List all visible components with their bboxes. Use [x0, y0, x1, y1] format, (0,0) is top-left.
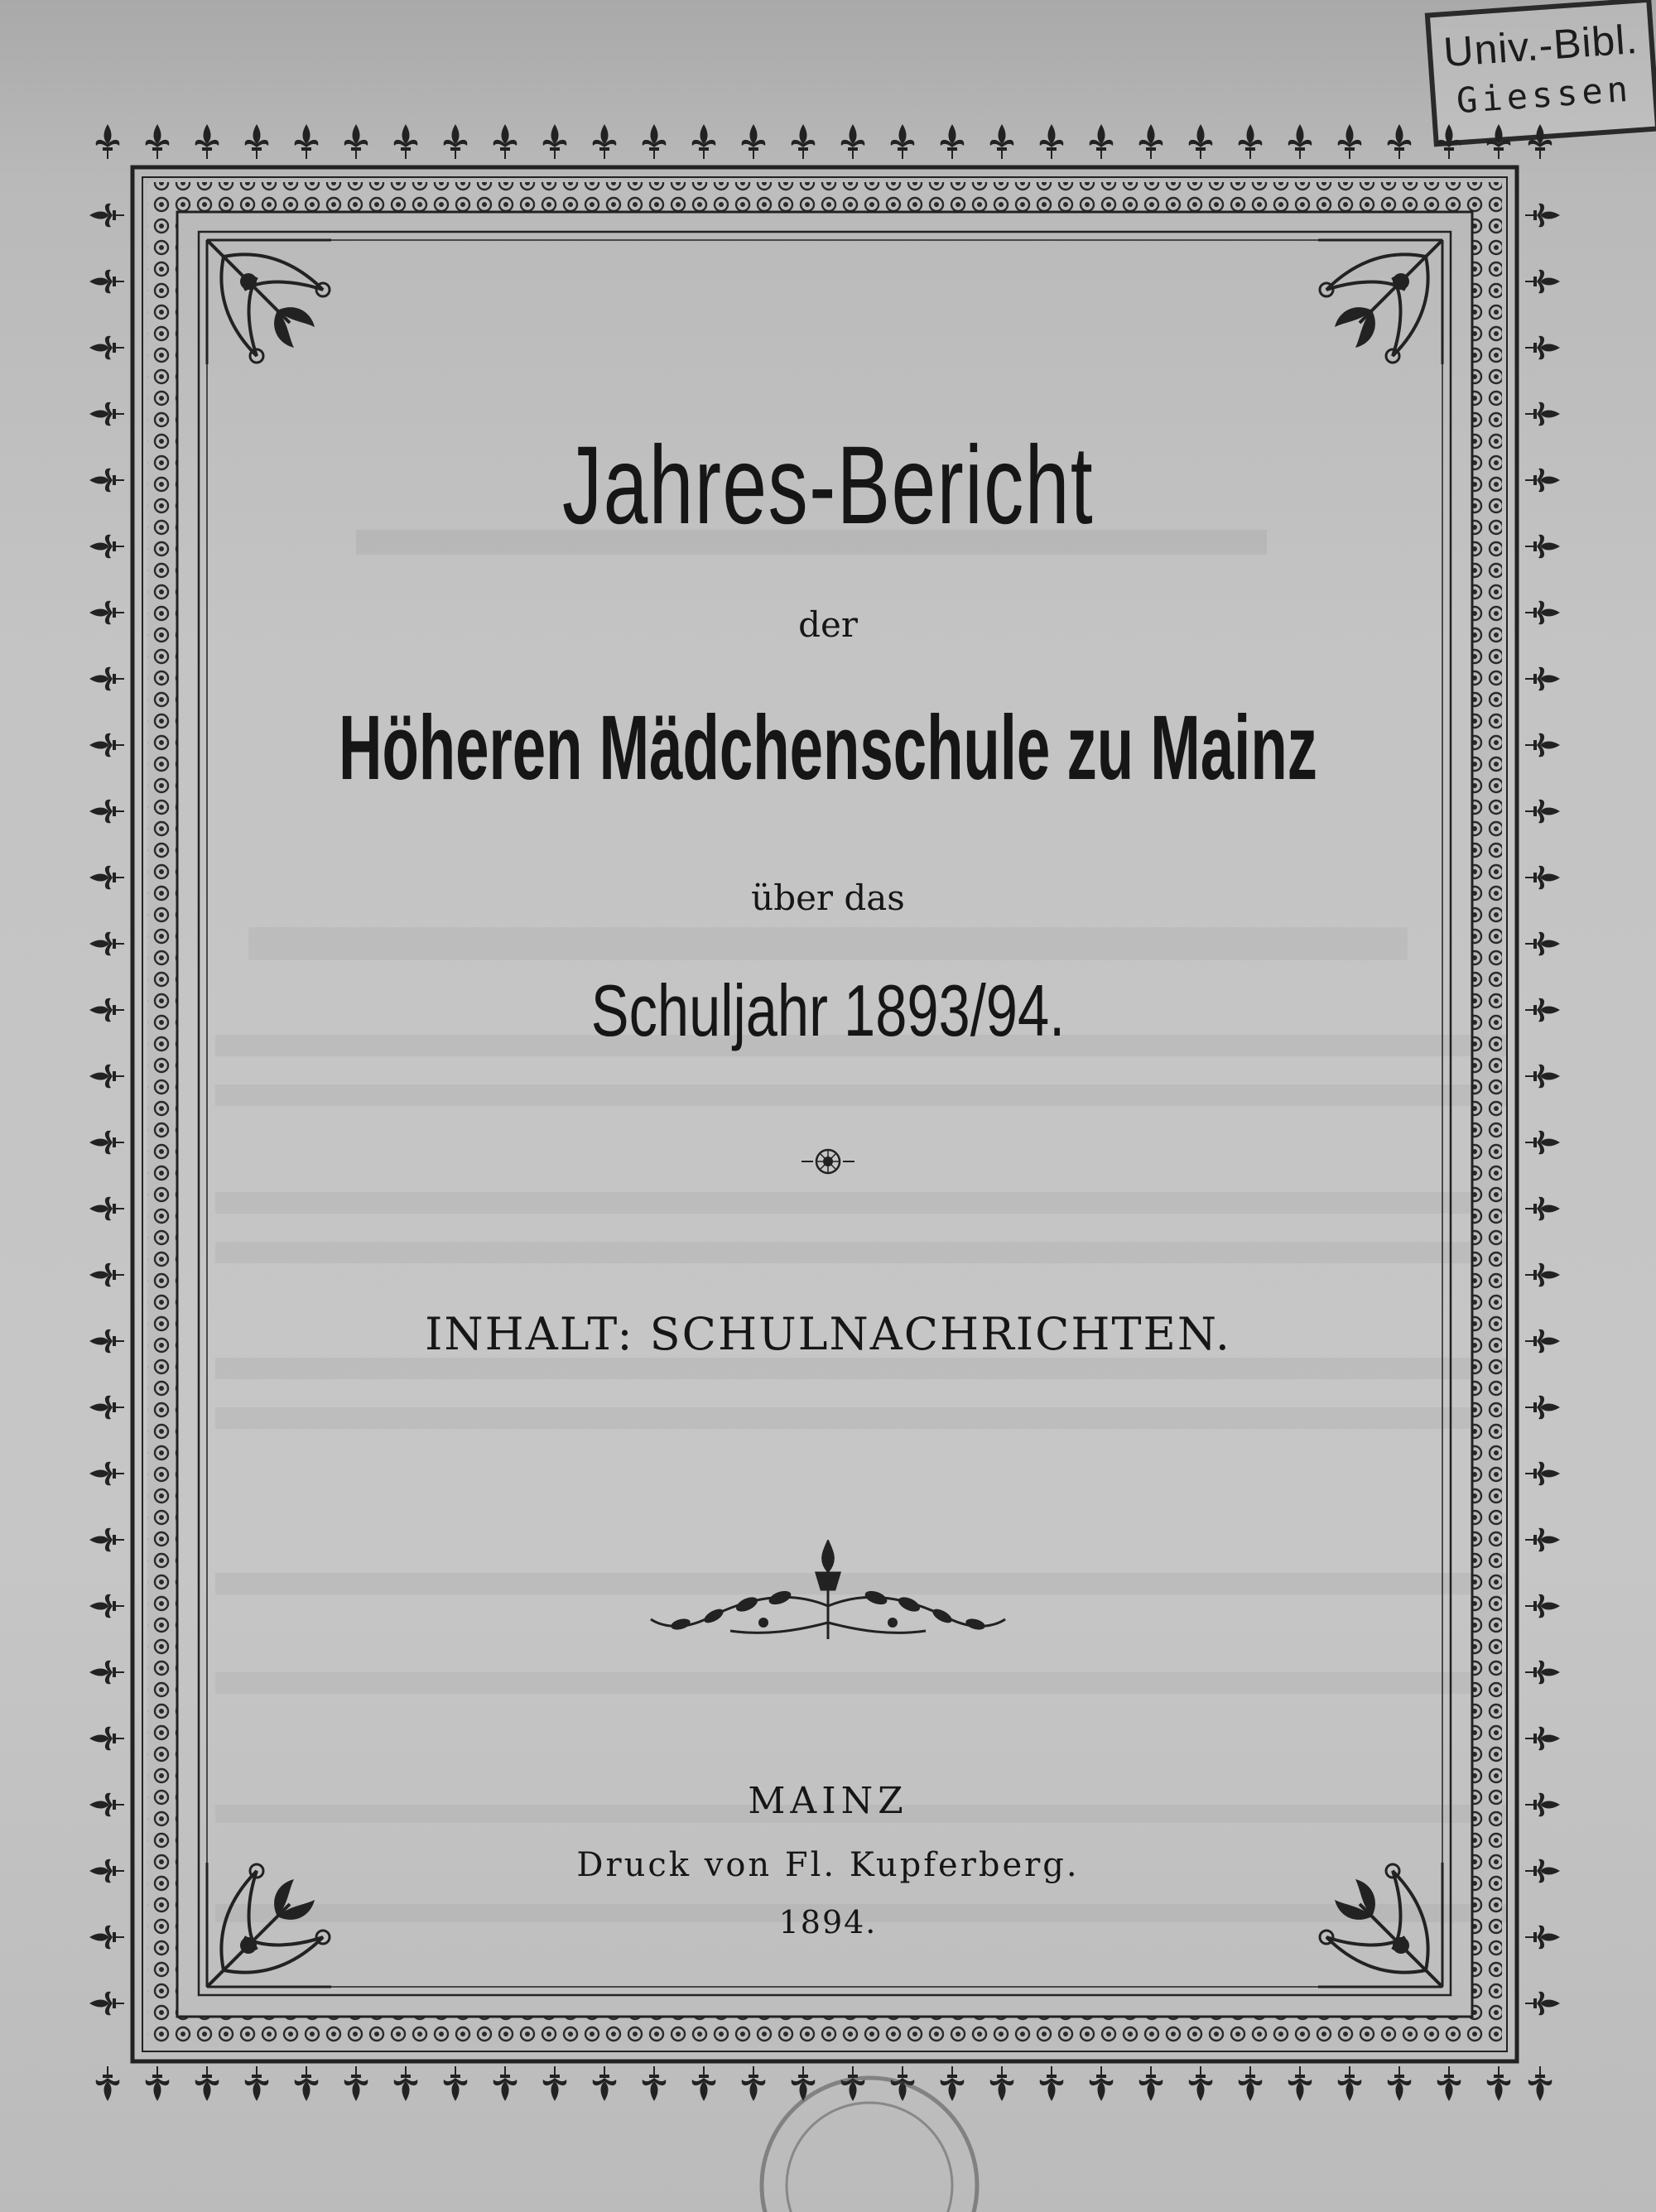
imprint-printer: Druck von Fl. Kupferberg.	[576, 1846, 1080, 1884]
fleur-de-lis-icon-row-bottom	[96, 2066, 1552, 2101]
fleur-de-lis-icon-column-right	[1525, 204, 1560, 2016]
torch-foliage-ornament-icon	[647, 1540, 1009, 1647]
library-seal-icon	[762, 2078, 977, 2212]
report-title: Jahres-Bericht	[561, 424, 1095, 547]
school-name: Höheren Mädchenschule zu Mainz	[339, 697, 1317, 799]
imprint-year: 1894.	[778, 1904, 878, 1940]
contents-line: INHALT: SCHULNACHRICHTEN.	[425, 1308, 1231, 1360]
title-connector: der	[798, 604, 858, 645]
subtitle-connector: über das	[751, 878, 905, 918]
rosette-icon	[802, 1145, 854, 1178]
school-year: Schuljahr 1893/94.	[590, 969, 1066, 1051]
fleur-de-lis-icon-column-left	[89, 204, 124, 2016]
stamp-line-2: Giessen	[1455, 68, 1634, 122]
stamp-line-1: Univ.-Bibl.	[1442, 15, 1639, 76]
fleur-de-lis-icon-row-top	[96, 124, 1552, 159]
title-page-content	[217, 315, 1439, 1970]
imprint-city: MAINZ	[748, 1780, 908, 1822]
